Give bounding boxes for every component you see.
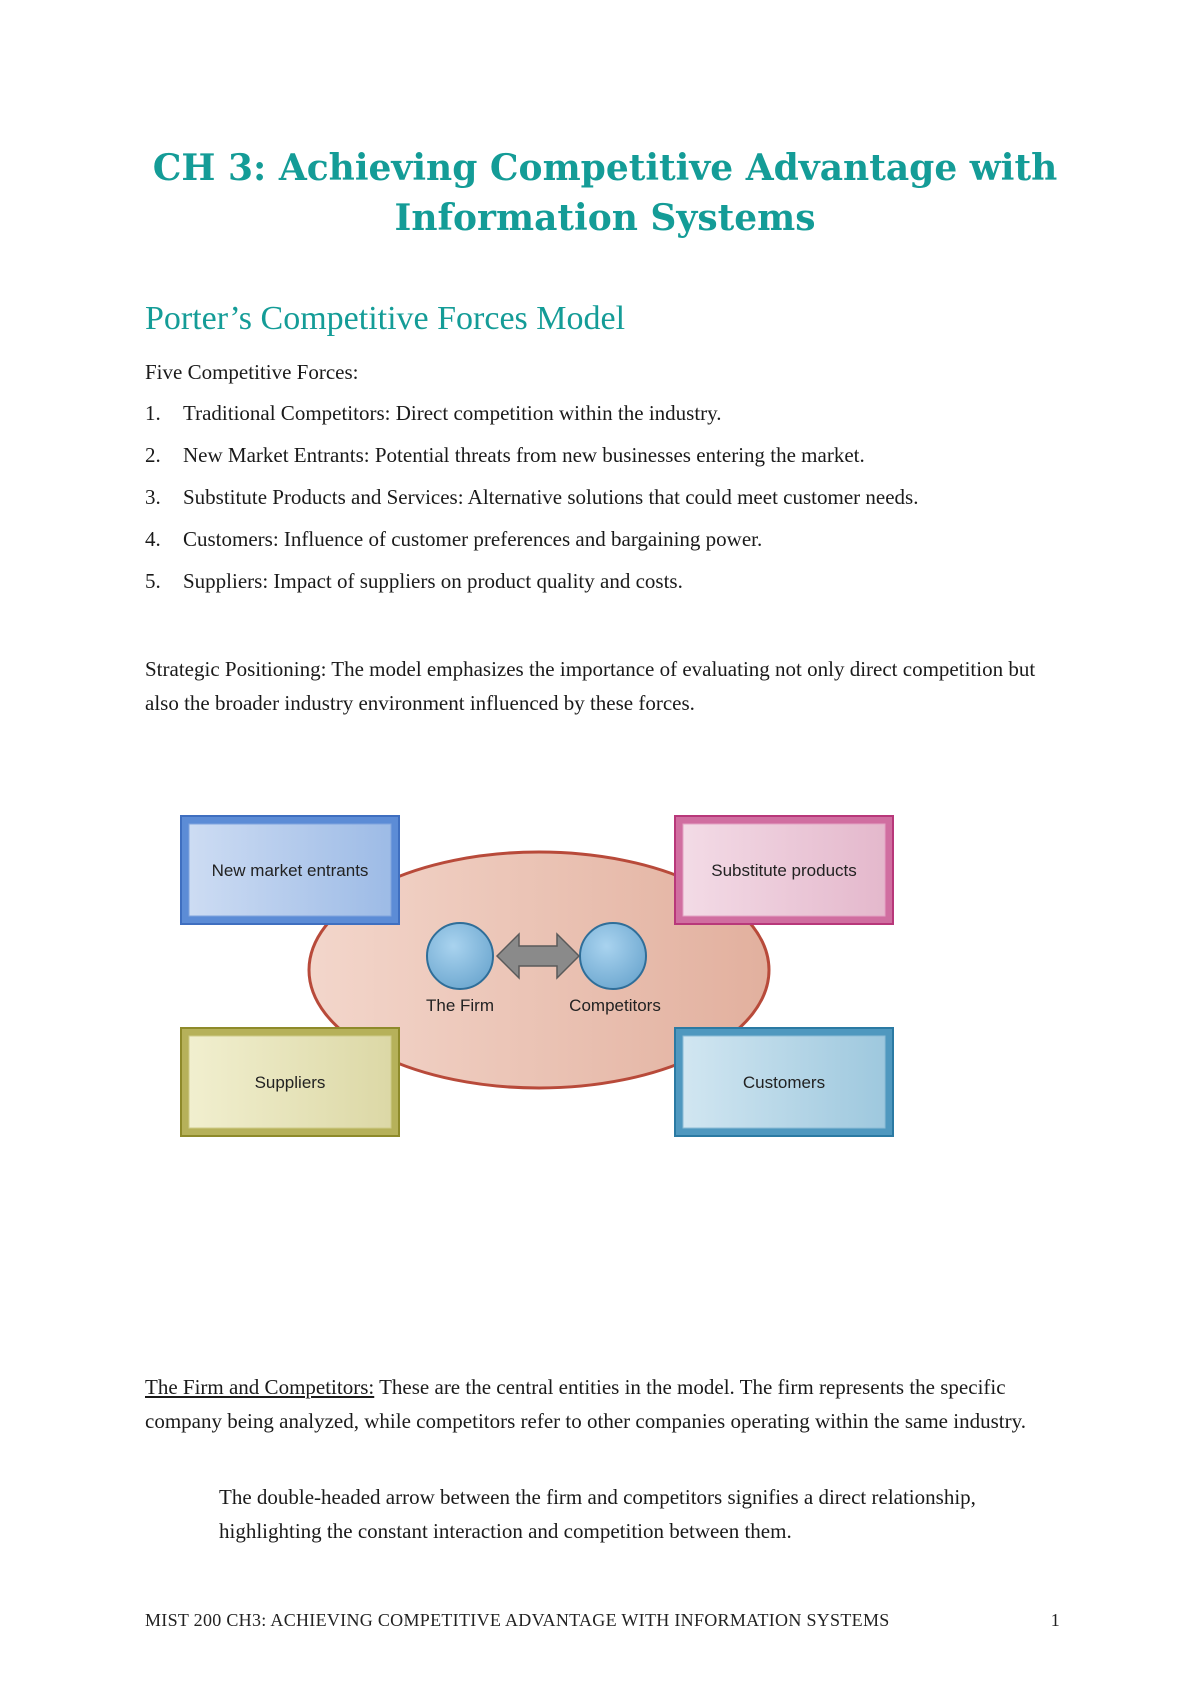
page-footer	[145, 1610, 1060, 1631]
list-item	[145, 566, 918, 608]
new-market-entrants-box	[181, 816, 399, 924]
firm-competitors-paragraph	[145, 1370, 1065, 1438]
list-text: Customers: Influence of customer preferences and bargaining power.	[183, 527, 763, 551]
substitute-products-box	[675, 816, 893, 924]
firm-competitors-text: These are the central entities in the model. The firm represents the specific company being analyzed, while competitors refer to other companies operating within the same industry.	[145, 1375, 1026, 1433]
customers-box	[675, 1028, 893, 1136]
new-market-entrants-label: New market entrants	[211, 861, 369, 880]
substitute-products-label: Substitute products	[711, 861, 857, 880]
suppliers-box	[181, 1028, 399, 1136]
strategic-positioning-paragraph: Strategic Positioning: The model emphasizes the importance of evaluating not only direct competition but also the broader industry environment influenced by these forces.	[145, 657, 1036, 715]
list-text: New Market Entrants: Potential threats from new businesses entering the market.	[183, 443, 865, 467]
section-heading: Porter’s Competitive Forces Model	[145, 300, 626, 337]
title-line-1: CH 3: Achieving Competitive Advantage with	[152, 147, 1058, 189]
list-number: 4.	[145, 527, 161, 551]
list-number: 1.	[145, 401, 161, 425]
list-item	[145, 440, 918, 482]
customers-label: Customers	[742, 1073, 826, 1092]
firm-circle	[427, 923, 493, 989]
title-line-2: Information Systems	[394, 197, 816, 239]
arrow-description-paragraph: The double-headed arrow between the firm and competitors signifies a direct relationship, highlighting the constant interaction and competition between them.	[219, 1485, 976, 1543]
page-number: 1	[1050, 1610, 1060, 1630]
footer-text: MIST 200 CH3: ACHIEVING COMPETITIVE ADVANTAGE WITH INFORMATION SYSTEMS	[145, 1610, 890, 1630]
list-item	[145, 482, 918, 524]
forces-intro: Five Competitive Forces:	[145, 360, 359, 384]
suppliers-label: Suppliers	[254, 1073, 326, 1092]
list-number: 5.	[145, 569, 161, 593]
list-item	[145, 398, 918, 440]
forces-list	[145, 398, 918, 608]
list-text: Traditional Competitors: Direct competition within the industry.	[183, 401, 722, 425]
list-text: Substitute Products and Services: Alternative solutions that could meet customer needs.	[183, 485, 919, 509]
competitors-circle	[580, 923, 646, 989]
list-text: Suppliers: Impact of suppliers on product quality and costs.	[183, 569, 683, 593]
competitive-forces-diagram	[175, 810, 915, 1155]
page-title	[120, 143, 1090, 243]
firm-label: The Firm	[426, 996, 494, 1015]
firm-competitors-heading: The Firm and Competitors:	[145, 1375, 375, 1399]
list-item	[145, 524, 918, 566]
list-number: 2.	[145, 443, 161, 467]
diagram-svg	[175, 810, 915, 1150]
competitors-label: Competitors	[569, 996, 661, 1015]
list-number: 3.	[145, 485, 161, 509]
